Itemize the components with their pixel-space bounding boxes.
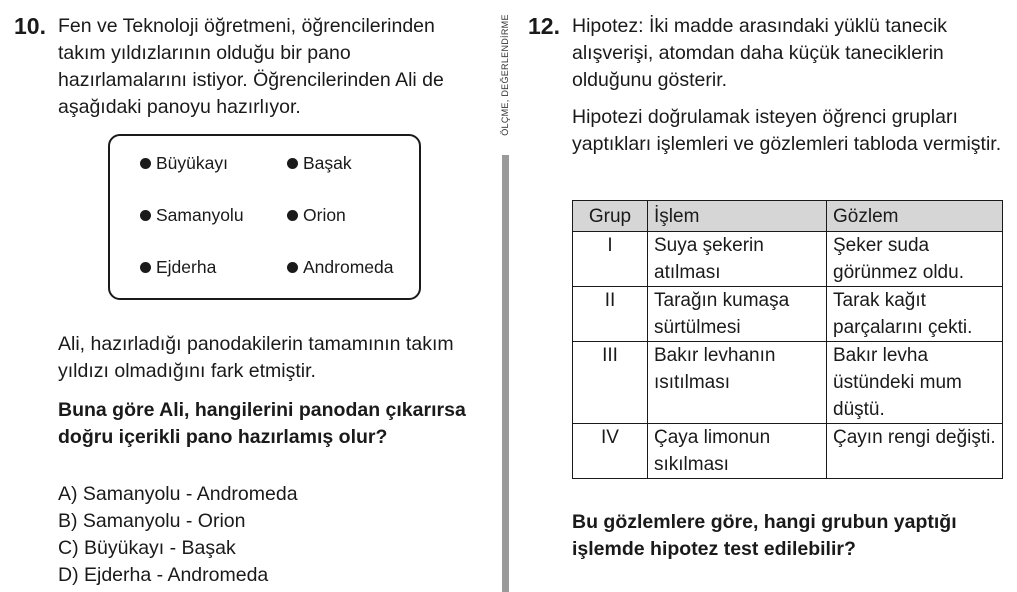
question-10-stem: Fen ve Teknoloji öğretmeni, öğrencilerinden takım yıldızlarının olduğu bir pano hazırlamalarını istiyor. Öğrencilerinden Ali de aşağıdaki panoyu hazırlıyor. bbox=[58, 15, 444, 118]
cell-grup: IV bbox=[573, 424, 648, 479]
cell-gozlem: Bakır levha üstündeki mum düştü. bbox=[827, 342, 1003, 424]
question-10-prompt: Buna göre Ali, hangilerini panodan çıkarırsa doğru içerikli pano hazırlamış olur? bbox=[58, 399, 466, 448]
option-d[interactable]: D) Ejderha - Andromeda bbox=[58, 564, 269, 586]
bullet-icon bbox=[287, 262, 298, 273]
option-b[interactable]: B) Samanyolu - Orion bbox=[58, 510, 246, 532]
cell-gozlem: Çayın rengi değişti. bbox=[827, 424, 1003, 479]
board-item: Samanyolu bbox=[140, 204, 244, 226]
hypothesis-text: Hipotez: İki madde arasındaki yüklü tanecik alışverişi, atomdan daha küçük taneciklerin olduğunu gösterir. bbox=[572, 15, 948, 91]
cell-grup: I bbox=[573, 232, 648, 287]
table-row bbox=[573, 424, 1003, 479]
cell-grup: II bbox=[573, 287, 648, 342]
option-c[interactable]: C) Büyükayı - Başak bbox=[58, 537, 236, 559]
cell-islem: Tarağın kumaşa sürtülmesi bbox=[648, 287, 827, 342]
bullet-icon bbox=[140, 210, 151, 221]
header-gozlem: Gözlem bbox=[827, 201, 1003, 232]
board-item: Ejderha bbox=[140, 256, 216, 278]
question-12-number: 12. bbox=[528, 13, 560, 39]
table-row bbox=[573, 342, 1003, 424]
board-item: Büyükayı bbox=[140, 152, 228, 174]
bullet-icon bbox=[140, 158, 151, 169]
question-12-prompt: Bu gözlemlere göre, hangi grubun yaptığı işlemde hipotez test edilebilir? bbox=[572, 511, 957, 560]
bullet-icon bbox=[140, 262, 151, 273]
bullet-icon bbox=[287, 210, 298, 221]
cell-gozlem: Şeker suda görünmez oldu. bbox=[827, 232, 1003, 287]
experiment-table bbox=[572, 200, 1003, 479]
table-row bbox=[573, 287, 1003, 342]
table-row bbox=[573, 232, 1003, 287]
bullet-icon bbox=[287, 158, 298, 169]
constellation-board bbox=[108, 134, 421, 300]
answer-options bbox=[58, 481, 298, 589]
board-item: Orion bbox=[287, 204, 346, 226]
cell-grup: III bbox=[573, 342, 648, 424]
section-label: ÖLÇME, DEĞERLENDİRME bbox=[500, 14, 510, 136]
table-header-row bbox=[573, 201, 1003, 232]
column-divider bbox=[502, 155, 509, 592]
option-a[interactable]: A) Samanyolu - Andromeda bbox=[58, 483, 298, 505]
question-12-description: Hipotezi doğrulamak isteyen öğrenci grupları yaptıkları işlemleri ve gözlemleri tabloda vermiştir. bbox=[572, 106, 1002, 155]
question-10-note: Ali, hazırladığı panodakilerin tamamının takım yıldızı olmadığını fark etmiştir. bbox=[58, 333, 454, 382]
cell-gozlem: Tarak kağıt parçalarını çekti. bbox=[827, 287, 1003, 342]
header-grup: Grup bbox=[573, 201, 648, 232]
question-10-number: 10. bbox=[14, 13, 46, 39]
board-item: Başak bbox=[287, 152, 352, 174]
board-item: Andromeda bbox=[287, 256, 393, 278]
header-islem: İşlem bbox=[648, 201, 827, 232]
cell-islem: Çaya limonun sıkılması bbox=[648, 424, 827, 479]
cell-islem: Suya şekerin atılması bbox=[648, 232, 827, 287]
cell-islem: Bakır levhanın ısıtılması bbox=[648, 342, 827, 424]
